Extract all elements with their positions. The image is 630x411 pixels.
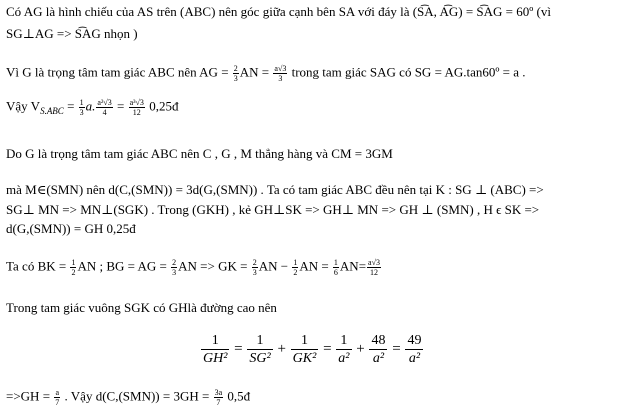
fraction: $\frac{1}{3}$ <box>79 98 84 117</box>
fraction: $\frac{\text{a³√3}}{12}$ <box>129 98 144 117</box>
fraction: $\frac{2}{3}$ <box>252 258 257 277</box>
fraction: $\frac{1}{2}$ <box>71 258 76 277</box>
line-1: Có AG là hình chiếu của AS trên (ABC) nên góc giữa cạnh bên SA với đáy là (S͡A, A͡G) = S͡AG = 60º (vì <box>6 4 551 19</box>
equation-block: $\frac{1}{\text{GH²}}$ = $\frac{1}{\text{SG²}}$ + $\frac{1}{\text{GK²}}$ = $\frac{1}{\text{a²}}$ + $\frac{48}{\text{a²}}$ = $\frac{49}{\text{a²}}$ <box>203 333 422 366</box>
line-7: SG⊥ MN => MN⊥(SGK) . Trong (GKH) , kẻ GH⊥SK => GH⊥ MN => GH ⊥ (SMN) , H ϵ SK => <box>6 202 540 217</box>
fraction: $\frac{48}{\text{a²}}$ <box>371 333 386 366</box>
line-10: Trong tam giác vuông SGK có GHlà đường cao nên <box>6 300 277 315</box>
line-2: SG⊥AG => S͡AG nhọn ) <box>6 26 138 41</box>
line-8: d(G,(SMN)) = GH 0,25đ <box>6 221 136 236</box>
fraction: $\frac{1}{\text{a²}}$ <box>338 333 350 366</box>
line-6: mà M∈(SMN) nên d(C,(SMN)) = 3d(G,(SMN)) . Ta có tam giác ABC đều nên tại K : SG ⊥ (ABC) => <box>6 182 544 197</box>
line-5: Do G là trọng tâm tam giác ABC nên C , G , M thẳng hàng và CM = 3GM <box>6 146 393 161</box>
fraction: $\frac{2}{3}$ <box>233 64 238 83</box>
line-3: Vì G là trọng tâm tam giác ABC nên AG = $\frac{2}{3}$ AN = $\frac{a√3}{3}$ trong tam giác SAG có SG = AG.tan60º = a . <box>6 64 526 83</box>
fraction: $\frac{a}{7}$ <box>55 388 60 407</box>
fraction: $\frac{49}{\text{a²}}$ <box>407 333 422 366</box>
line-4: Vậy $V_{S.ABC}$ = $\frac{1}{3}$ a. $\frac{\text{a²√3}}{4}$ = $\frac{\text{a³√3}}{12}$ 0,25đ <box>6 98 179 117</box>
line-11: =>GH = $\frac{a}{7}$ . Vậy d(C,(SMN)) = 3GH = $\frac{3a}{7}$ 0,5đ <box>6 388 251 407</box>
line-9: Ta có BK = $\frac{1}{2}$ AN ; BG = AG = $\frac{2}{3}$ AN => GK = $\frac{2}{3}$ AN − $\frac{1}{2}$ AN = $\frac{1}{6}$ AN= $\frac{a√3}{12}$ <box>6 258 380 277</box>
fraction: $\frac{\text{a²√3}}{4}$ <box>97 98 112 117</box>
fraction: $\frac{1}{\text{GH²}}$ <box>203 333 228 366</box>
fraction: $\frac{2}{3}$ <box>172 258 177 277</box>
fraction: $\frac{a√3}{12}$ <box>368 258 380 277</box>
fraction: $\frac{1}{\text{SG²}}$ <box>249 333 271 366</box>
fraction: $\frac{3a}{7}$ <box>214 388 223 407</box>
fraction: $\frac{1}{\text{GK²}}$ <box>292 333 317 366</box>
fraction: $\frac{1}{6}$ <box>333 258 338 277</box>
fraction: $\frac{a√3}{3}$ <box>274 64 287 83</box>
fraction: $\frac{1}{2}$ <box>293 258 298 277</box>
